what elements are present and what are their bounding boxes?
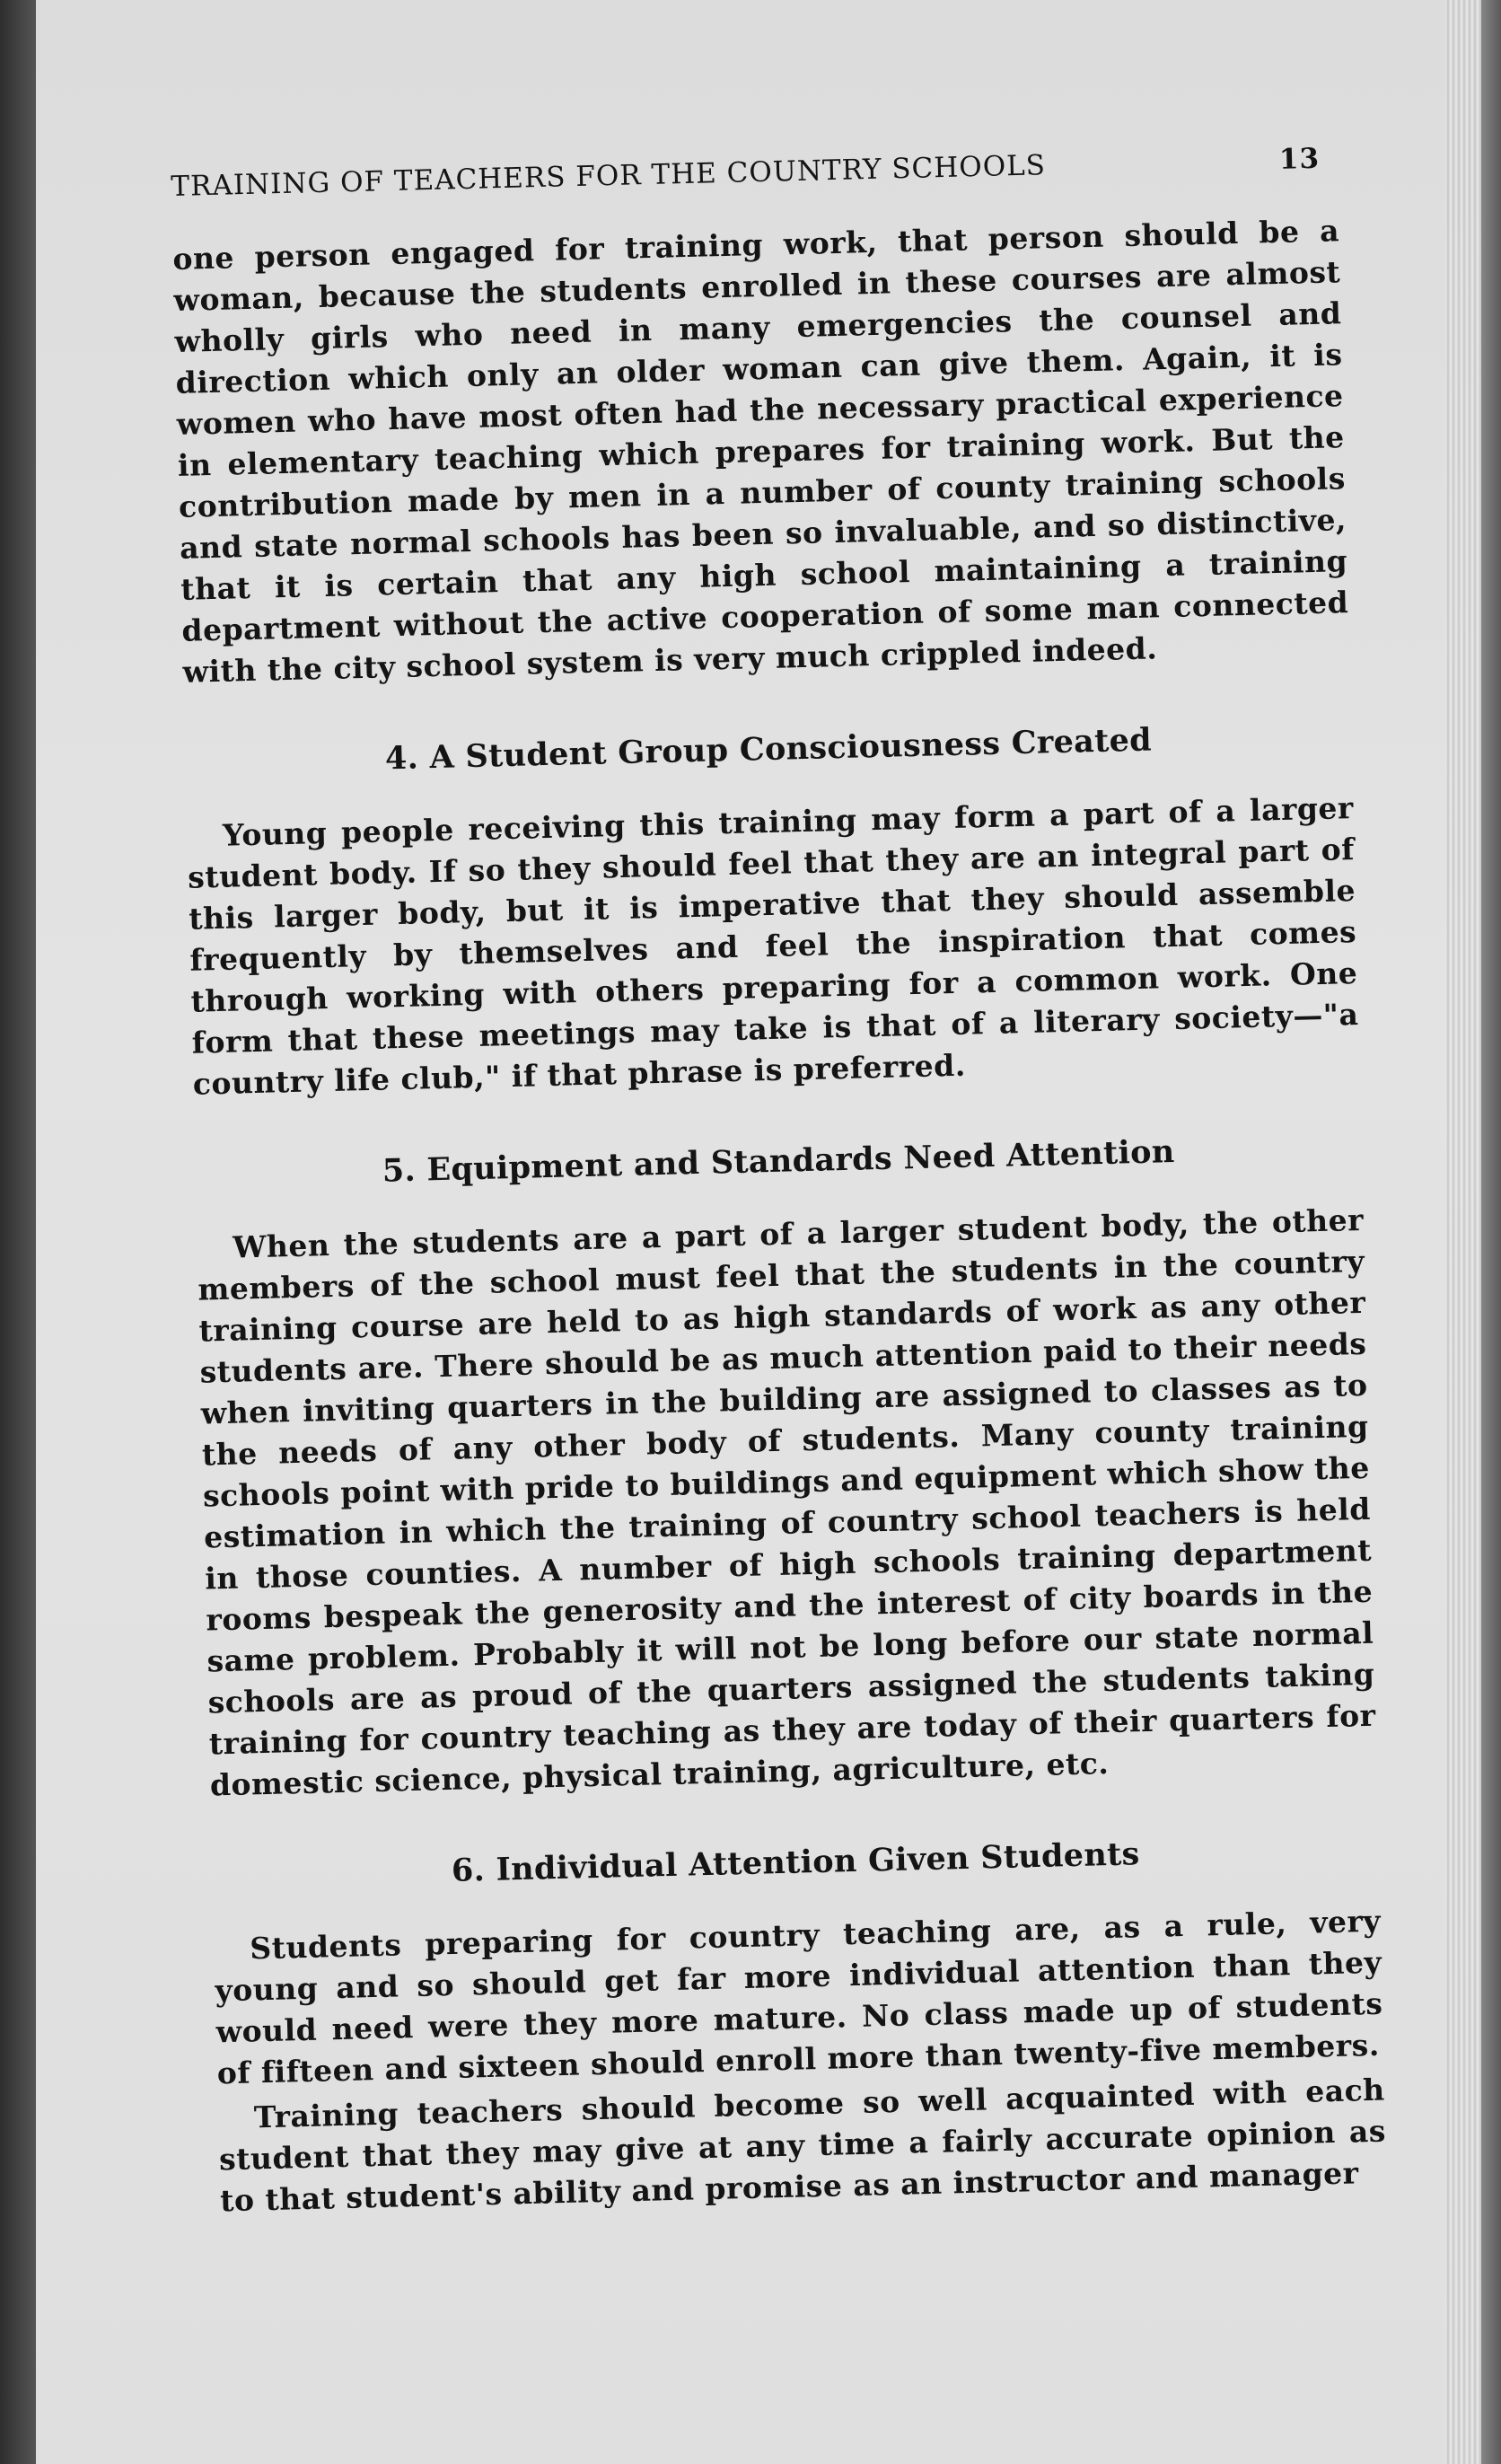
page-text-block (171, 142, 1387, 2222)
page-edge (1445, 0, 1481, 2464)
section-heading: 5. Equipment and Standards Need Attention (382, 1133, 1175, 1190)
section-heading: 4. A Student Group Consciousness Created (384, 721, 1153, 778)
section-paragraph: When the students are a part of a larger student body, the other members of the school must feel that the students in the country training course are held to as high standards of work as any other students are. There should be as much attention paid to their needs when inviting quarters in the building are assigned to classes as to the needs of any other body of students. Many county training schools point with pride to buildings and equipment which show the estimation in which the training of country school teachers is held in those counties. A number of high schools training department rooms bespeak the generosity and the interest of city boards in the same problem. Probably it will not be long before our state normal schools are as proud of the quarters assigned the students taking training for country teaching as they are today of their quarters for domestic science, physical training, agriculture, etc. (197, 1201, 1376, 1803)
running-header (171, 142, 1338, 203)
page-number: 13 (1278, 142, 1321, 176)
section-paragraph: Students preparing for country teaching are, as a rule, very young and so should get far more individual attention than they would need were they more mature. No class made up of students of fifteen and sixteen should enroll more than twenty-five members. (215, 1903, 1383, 2091)
section-5 (195, 1129, 1377, 1807)
section-paragraph: Training teachers should become so well acquainted with each student that they may give at any time a fairly accurate opinion as to that student's ability and promise as an instructor and manager (218, 2072, 1387, 2219)
section-4 (185, 717, 1360, 1105)
section-6 (212, 1830, 1388, 2222)
section-heading: 6. Individual Attention Given Students (451, 1835, 1141, 1889)
section-paragraph: Young people receiving this training may form a part of a larger student body. If so they should feel that they are an integral part of this larger body, but it is imperative that they should assemble frequently by themselves and feel the inspiration that comes through working with others preparing for a common work. One form that these meetings may take is that of a literary society—"a country life club," if that phrase is preferred. (187, 790, 1359, 1102)
book-page (36, 0, 1481, 2464)
running-title: TRAINING OF TEACHERS FOR THE COUNTRY SCHOOLS (171, 149, 1047, 203)
intro-paragraph: one person engaged for training work, that person should be a woman, because the students enrolled in these courses are almost wholly girls who need in many emergencies the counsel and direction which only an older woman can give them. Again, it is women who have most often had the necessary practical experience in elementary teaching which prepares for training work. But the contribution made by men in a number of county training schools and state normal schools has been so invaluable, and so distinctive, that it is certain that any high school maintaining a training department without the active cooperation of some man connected with the city school system is very much crippled indeed. (171, 213, 1349, 690)
